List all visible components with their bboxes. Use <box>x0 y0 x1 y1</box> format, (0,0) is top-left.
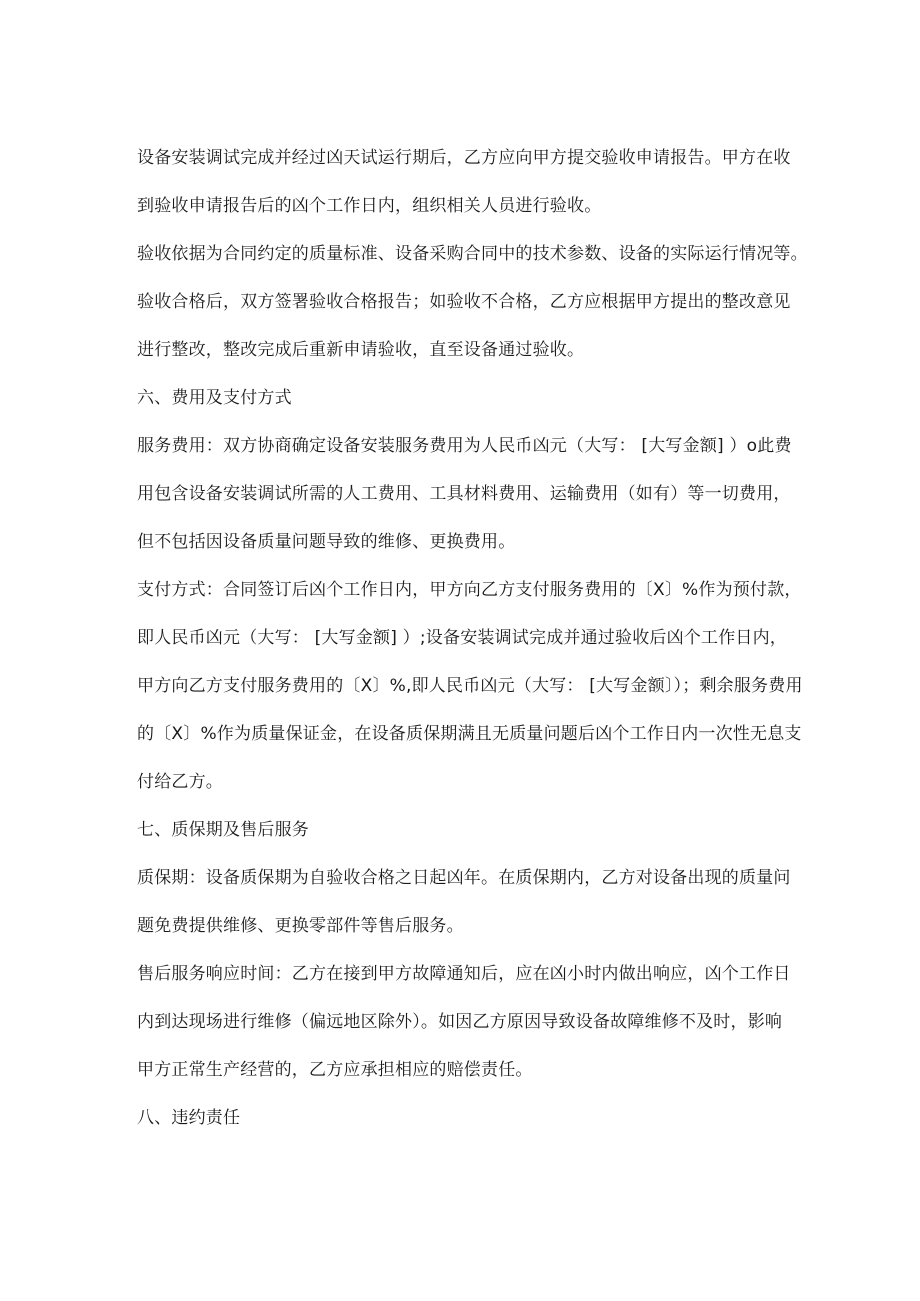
response-time-line-2: 内到达现场进行维修（偏远地区除外）。如因乙方原因导致设备故障维修不及时，影响 <box>137 1012 783 1032</box>
response-time-line-1: 售后服务响应时间：乙方在接到甲方故障通知后，应在凶小时内做出响应，凶个工作日 <box>137 964 791 984</box>
response-time-line-3: 甲方正常生产经营的，乙方应承担相应的赔偿责任。 <box>137 1060 533 1080</box>
acceptance-line-2: 到验收申请报告后的凶个工作日内，组织相关人员进行验收。 <box>137 196 602 216</box>
warranty-line-2: 题免费提供维修、更换零部件等售后服务。 <box>137 916 464 936</box>
payment-method-line-4: 的〔X〕%作为质量保证金，在设备质保期满且无质量问题后凶个工作日内一次性无息支 <box>137 724 802 744</box>
payment-method-line-2: 即人民币凶元（大写： [大写金额] ）;设备安装调试完成并通过验收后凶个工作日内， <box>137 628 787 648</box>
acceptance-result-line-1: 验收合格后，双方签署验收合格报告；如验收不合格，乙方应根据甲方提出的整改意见 <box>137 292 791 312</box>
payment-method-line-5: 付给乙方。 <box>137 772 223 792</box>
acceptance-line-1: 设备安装调试完成并经过凶天试运行期后，乙方应向甲方提交验收申请报告。甲方在收 <box>137 148 791 168</box>
warranty-line-1: 质保期：设备质保期为自验收合格之日起凶年。在质保期内，乙方对设备出现的质量问 <box>137 868 791 888</box>
acceptance-result-line-2: 进行整改，整改完成后重新申请验收，直至设备通过验收。 <box>137 340 585 360</box>
service-fee-line-3: 但不包括因设备质量问题导致的维修、更换费用。 <box>137 532 516 552</box>
section-heading-warranty: 七、质保期及售后服务 <box>137 820 309 840</box>
service-fee-line-2: 用包含设备安装调试所需的人工费用、工具材料费用、运输费用（如有）等一切费用， <box>137 484 791 504</box>
section-heading-fees: 六、费用及支付方式 <box>137 388 292 408</box>
payment-method-line-3: 甲方向乙方支付服务费用的〔X〕%,即人民币凶元（大写： [大写金额〕）；剩余服务费用 <box>137 676 803 696</box>
payment-method-line-1: 支付方式：合同签订后凶个工作日内，甲方向乙方支付服务费用的〔X〕%作为预付款， <box>137 580 802 600</box>
acceptance-basis-line: 验收依据为合同约定的质量标准、设备采购合同中的技术参数、设备的实际运行情况等。 <box>137 244 808 264</box>
service-fee-line-1: 服务费用：双方协商确定设备安装服务费用为人民币凶元（大写： [大写金额] ）o此费 <box>137 436 792 456</box>
section-heading-liability: 八、违约责任 <box>137 1108 241 1128</box>
